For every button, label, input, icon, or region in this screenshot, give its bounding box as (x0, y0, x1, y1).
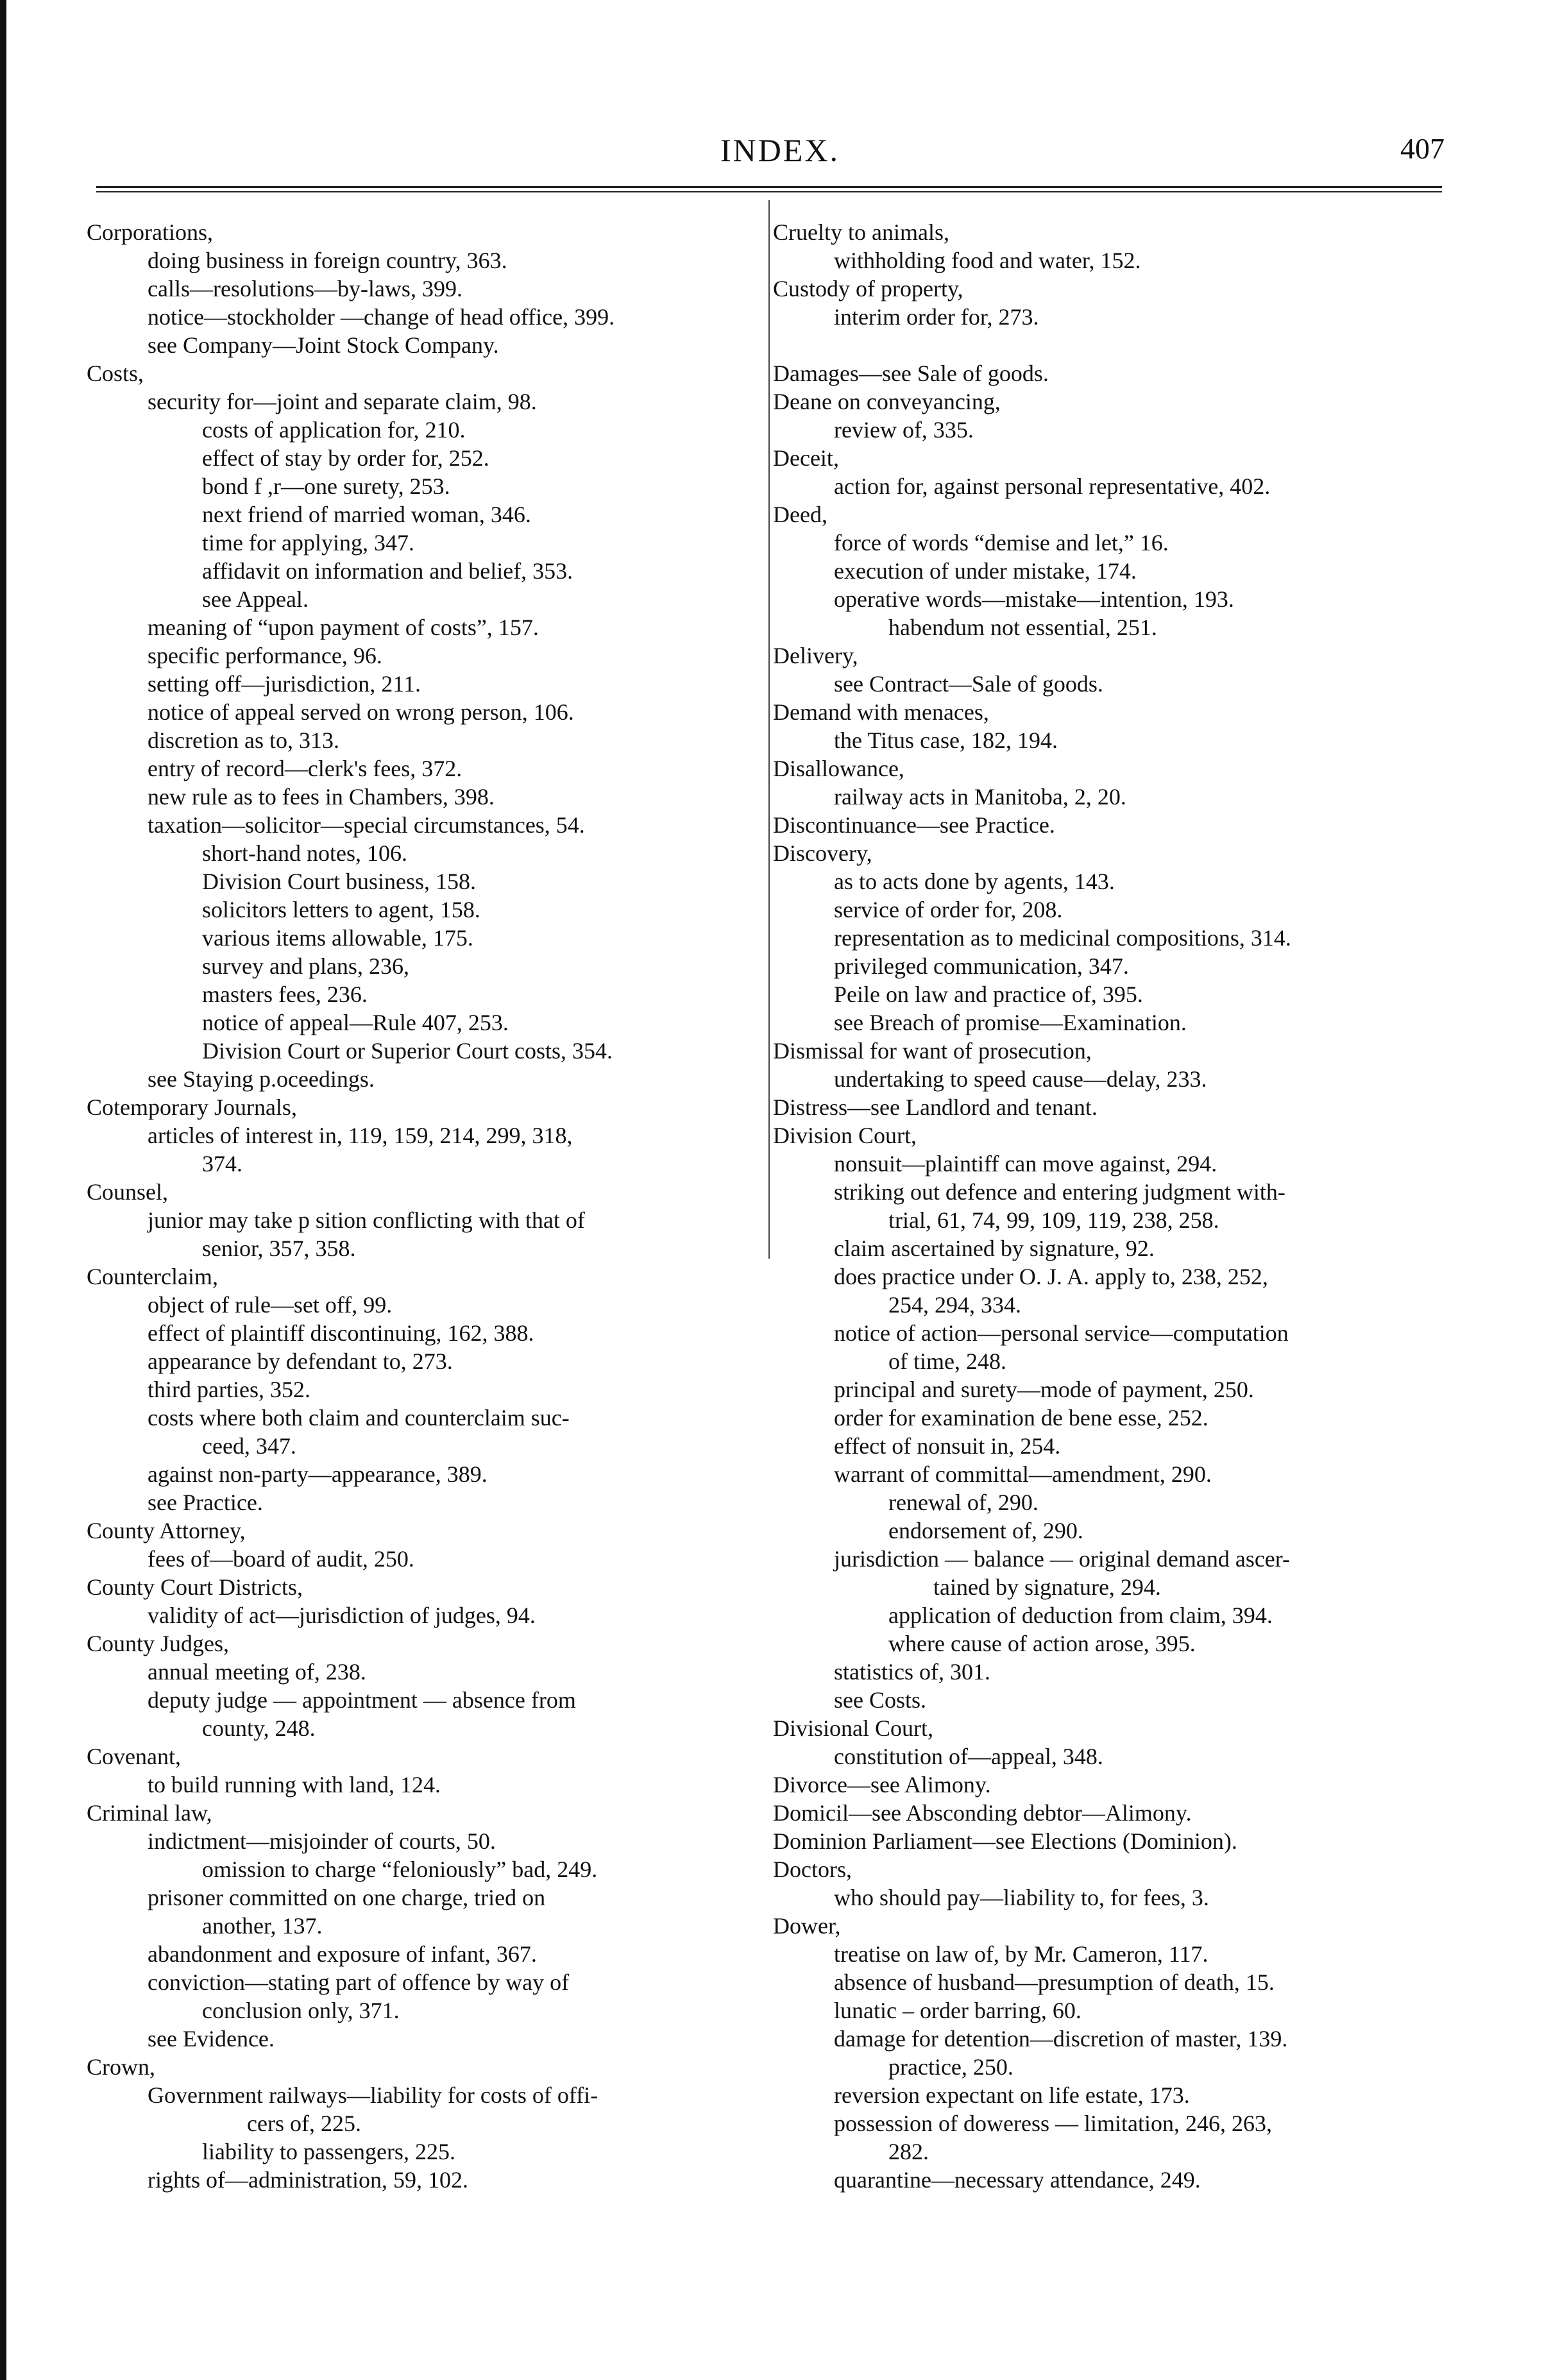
index-subentry: notice of appeal served on wrong person, 106. (148, 699, 574, 725)
index-subentry: treatise on law of, by Mr. Cameron, 117. (834, 1941, 1208, 1967)
index-subentry: notice of appeal—Rule 407, 253. (202, 1010, 509, 1035)
index-subentry: affidavit on information and belief, 353. (202, 558, 573, 584)
index-heading: County Attorney, (87, 1518, 246, 1543)
index-subentry: trial, 61, 74, 99, 109, 119, 238, 258. (888, 1207, 1219, 1233)
index-subentry: of time, 248. (888, 1348, 1006, 1374)
index-heading: County Court Districts, (87, 1574, 303, 1600)
index-heading: Covenant, (87, 1744, 181, 1769)
index-subentry: security for—joint and separate claim, 98. (148, 389, 537, 414)
index-heading: County Judges, (87, 1631, 230, 1656)
index-subentry: senior, 357, 358. (202, 1236, 356, 1261)
index-subentry: ceed, 347. (202, 1433, 296, 1459)
page-title: INDEX. (720, 132, 840, 168)
index-subentry: quarantine—necessary attendance, 249. (834, 2167, 1201, 2193)
header-rule (96, 186, 1442, 188)
index-subentry: Government railways—liability for costs of offi- (148, 2082, 598, 2108)
index-subentry: doing business in foreign country, 363. (148, 248, 507, 273)
index-subentry: the Titus case, 182, 194. (834, 727, 1058, 753)
index-subentry: articles of interest in, 119, 159, 214, 299, 318, (148, 1123, 573, 1148)
index-subentry: statistics of, 301. (834, 1659, 990, 1685)
index-subentry: force of words “demise and let,” 16. (834, 530, 1169, 556)
index-heading: Cruelty to animals, (773, 219, 949, 245)
index-subentry: who should pay—liability to, for fees, 3. (834, 1885, 1209, 1910)
index-subentry: prisoner committed on one charge, tried on (148, 1885, 546, 1910)
index-subentry: setting off—jurisdiction, 211. (148, 671, 421, 697)
index-subentry: effect of stay by order for, 252. (202, 445, 489, 471)
index-subentry: effect of nonsuit in, 254. (834, 1433, 1061, 1459)
index-heading: Deed, (773, 502, 827, 527)
index-subentry: omission to charge “feloniously” bad, 249. (202, 1857, 598, 1882)
index-subentry: see Costs. (834, 1687, 926, 1713)
index-heading: Costs, (87, 361, 144, 386)
index-subentry: claim ascertained by signature, 92. (834, 1236, 1155, 1261)
index-subentry: endorsement of, 290. (888, 1518, 1083, 1543)
index-heading: Demand with menaces, (773, 699, 989, 725)
index-subentry: solicitors letters to agent, 158. (202, 897, 480, 922)
index-heading: Division Court, (773, 1123, 917, 1148)
index-subentry: abandonment and exposure of infant, 367. (148, 1941, 537, 1967)
index-subentry: order for examination de bene esse, 252. (834, 1405, 1208, 1431)
index-subentry: appearance by defendant to, 273. (148, 1348, 453, 1374)
index-subentry: taxation—solicitor—special circumstances, 54. (148, 812, 585, 838)
index-heading: Corporations, (87, 219, 213, 245)
index-heading: Disallowance, (773, 756, 904, 781)
index-subentry: annual meeting of, 238. (148, 1659, 366, 1685)
index-subentry: time for applying, 347. (202, 530, 414, 556)
index-subentry: withholding food and water, 152. (834, 248, 1141, 273)
index-subentry: operative words—mistake—intention, 193. (834, 586, 1234, 612)
index-heading: Dower, (773, 1913, 841, 1939)
index-subentry: tained by signature, 294. (933, 1574, 1161, 1600)
index-subentry: new rule as to fees in Chambers, 398. (148, 784, 495, 810)
index-subentry: calls—resolutions—by-laws, 399. (148, 276, 462, 302)
index-subentry: see Breach of promise—Examination. (834, 1010, 1187, 1035)
index-subentry: short-hand notes, 106. (202, 840, 407, 866)
index-subentry: next friend of married woman, 346. (202, 502, 531, 527)
index-subentry: conclusion only, 371. (202, 1998, 400, 2023)
index-subentry: costs where both claim and counterclaim suc- (148, 1405, 570, 1431)
index-subentry: 254, 294, 334. (888, 1292, 1021, 1318)
page-header (0, 132, 1560, 176)
index-subentry: object of rule—set off, 99. (148, 1292, 393, 1318)
index-heading: Counterclaim, (87, 1264, 218, 1289)
index-column-right (773, 218, 1453, 2194)
index-subentry: undertaking to speed cause—delay, 233. (834, 1066, 1207, 1092)
index-subentry: deputy judge — appointment — absence from (148, 1687, 576, 1713)
index-subentry: possession of doweress — limitation, 246, 263, (834, 2111, 1272, 2136)
index-subentry: 374. (202, 1151, 242, 1177)
index-subentry: execution of under mistake, 174. (834, 558, 1137, 584)
index-heading (773, 331, 1453, 359)
index-subentry: to build running with land, 124. (148, 1772, 441, 1798)
index-heading: Cotemporary Journals, (87, 1094, 297, 1120)
page-number: 407 (1400, 132, 1445, 165)
index-subentry: does practice under O. J. A. apply to, 238, 252, (834, 1264, 1268, 1289)
index-subentry: service of order for, 208. (834, 897, 1063, 922)
index-subentry: masters fees, 236. (202, 982, 368, 1007)
index-subentry: jurisdiction — balance — original demand ascer- (834, 1546, 1291, 1572)
index-subentry: nonsuit—plaintiff can move against, 294. (834, 1151, 1217, 1177)
index-subentry: junior may take p sition conflicting with that of (148, 1207, 585, 1233)
index-subentry: privileged communication, 347. (834, 953, 1129, 979)
index-subentry: county, 248. (202, 1715, 316, 1741)
index-subentry: absence of husband—presumption of death, 15. (834, 1969, 1275, 1995)
index-subentry: fees of—board of audit, 250. (148, 1546, 414, 1572)
index-heading: Delivery, (773, 643, 858, 668)
index-subentry: third parties, 352. (148, 1377, 310, 1402)
index-subentry: see Practice. (148, 1490, 263, 1515)
index-heading: Dismissal for want of prosecution, (773, 1038, 1092, 1064)
index-subentry: see Evidence. (148, 2026, 275, 2052)
index-subentry: constitution of—appeal, 348. (834, 1744, 1103, 1769)
index-subentry: rights of—administration, 59, 102. (148, 2167, 468, 2193)
column-divider (768, 200, 770, 1259)
index-subentry: against non-party—appearance, 389. (148, 1461, 488, 1487)
index-subentry: see Staying p.oceedings. (148, 1066, 375, 1092)
index-heading: Divorce—see Alimony. (773, 1772, 991, 1798)
index-subentry: entry of record—clerk's fees, 372. (148, 756, 462, 781)
index-subentry: railway acts in Manitoba, 2, 20. (834, 784, 1126, 810)
index-heading: Dominion Parliament—see Elections (Dominion). (773, 1828, 1237, 1854)
index-subentry: validity of act—jurisdiction of judges, 94. (148, 1602, 536, 1628)
index-subentry: striking out defence and entering judgment with- (834, 1179, 1285, 1205)
index-heading: Deceit, (773, 445, 839, 471)
index-subentry: principal and surety—mode of payment, 250. (834, 1377, 1254, 1402)
index-heading: Damages—see Sale of goods. (773, 361, 1049, 386)
index-subentry: see Company—Joint Stock Company. (148, 332, 499, 358)
index-heading: Doctors, (773, 1857, 852, 1882)
index-subentry: survey and plans, 236, (202, 953, 409, 979)
index-subentry: notice—stockholder —change of head office, 399. (148, 304, 615, 330)
index-subentry: effect of plaintiff discontinuing, 162, 388. (148, 1320, 534, 1346)
index-subentry: another, 137. (202, 1913, 323, 1939)
index-subentry: renewal of, 290. (888, 1490, 1039, 1515)
index-heading: Crown, (87, 2054, 155, 2080)
index-subentry: bond f ,r—one surety, 253. (202, 473, 450, 499)
index-subentry: discretion as to, 313. (148, 727, 339, 753)
page-binding-edge (0, 0, 6, 2380)
index-heading: Discovery, (773, 840, 872, 866)
index-subentry: as to acts done by agents, 143. (834, 869, 1115, 894)
index-subentry: Division Court or Superior Court costs, 354. (202, 1038, 613, 1064)
index-column-left (87, 218, 760, 2194)
index-subentry: representation as to medicinal compositions, 314. (834, 925, 1291, 951)
index-subentry: various items allowable, 175. (202, 925, 473, 951)
index-subentry: specific performance, 96. (148, 643, 382, 668)
index-heading: Discontinuance—see Practice. (773, 812, 1055, 838)
index-subentry: reversion expectant on life estate, 173. (834, 2082, 1190, 2108)
index-subentry: interim order for, 273. (834, 304, 1039, 330)
index-subentry: damage for detention—discretion of master, 139. (834, 2026, 1288, 2052)
index-subentry: application of deduction from claim, 394. (888, 1602, 1273, 1628)
index-subentry: habendum not essential, 251. (888, 615, 1157, 640)
index-heading: Criminal law, (87, 1800, 212, 1826)
index-subentry: conviction—stating part of offence by way of (148, 1969, 570, 1995)
index-subentry: liability to passengers, 225. (202, 2139, 455, 2164)
header-rule-thin (96, 191, 1442, 192)
index-subentry: 282. (888, 2139, 929, 2164)
index-subentry: meaning of “upon payment of costs”, 157. (148, 615, 539, 640)
index-heading: Domicil—see Absconding debtor—Alimony. (773, 1800, 1192, 1826)
index-subentry: indictment—misjoinder of courts, 50. (148, 1828, 496, 1854)
index-subentry: where cause of action arose, 395. (888, 1631, 1196, 1656)
index-heading: Custody of property, (773, 276, 963, 302)
index-subentry: warrant of committal—amendment, 290. (834, 1461, 1212, 1487)
index-heading: Distress—see Landlord and tenant. (773, 1094, 1098, 1120)
index-subentry: cers of, 225. (247, 2111, 361, 2136)
index-subentry: see Contract—Sale of goods. (834, 671, 1103, 697)
index-heading: Deane on conveyancing, (773, 389, 1001, 414)
index-subentry: notice of action—personal service—computation (834, 1320, 1289, 1346)
index-subentry: lunatic – order barring, 60. (834, 1998, 1081, 2023)
index-subentry: costs of application for, 210. (202, 417, 466, 443)
index-subentry: review of, 335. (834, 417, 974, 443)
index-subentry: practice, 250. (888, 2054, 1013, 2080)
index-subentry: Division Court business, 158. (202, 869, 477, 894)
index-subentry: see Appeal. (202, 586, 309, 612)
index-heading: Divisional Court, (773, 1715, 933, 1741)
index-subentry: Peile on law and practice of, 395. (834, 982, 1143, 1007)
index-subentry: action for, against personal representative, 402. (834, 473, 1271, 499)
index-heading: Counsel, (87, 1179, 169, 1205)
